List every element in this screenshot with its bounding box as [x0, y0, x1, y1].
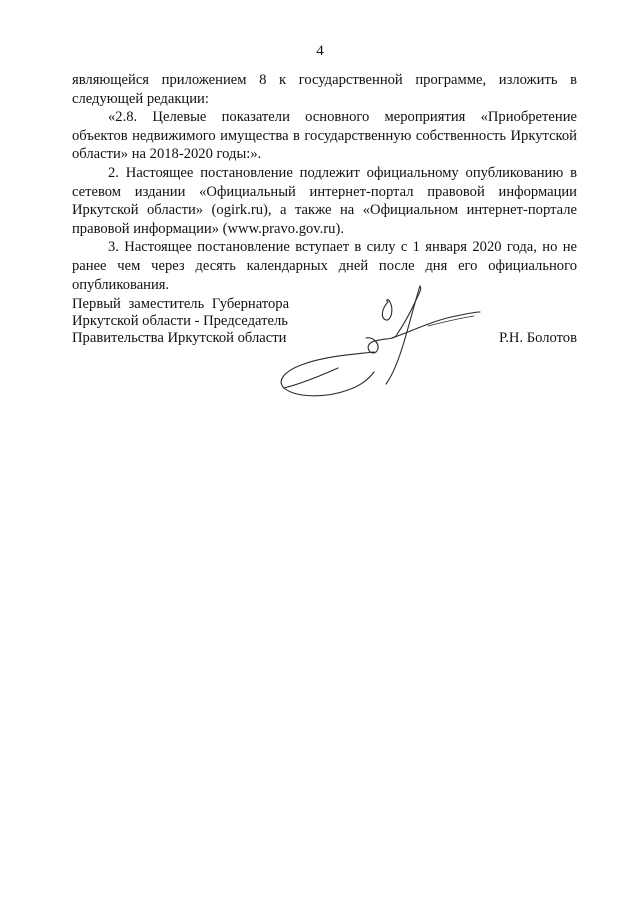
document-body — [72, 71, 577, 294]
signatory-title-line: Иркутской области - Председатель — [72, 313, 288, 329]
paragraph-section-2-8: «2.8. Целевые показатели основного мероприятия «Приобретение объектов недвижимого имущества в государственную собственность Иркутской области» на 2018-2020 годы:». — [72, 109, 577, 163]
paragraph-effective-date: 3. Настоящее постановление вступает в силу с 1 января 2020 года, но не ранее чем через десять календарных дней после дня его официального опубликования. — [72, 239, 577, 293]
page-number: 4 — [316, 43, 324, 59]
paragraph-continuation: являющейся приложением 8 к государственной программе, изложить в следующей редакции: — [72, 72, 577, 107]
signatory-name: Р.Н. Болотов — [498, 330, 577, 346]
signatory-title-line: Первый заместитель Губернатора — [72, 296, 290, 312]
signatory-title-line: Правительства Иркутской области — [72, 330, 287, 346]
handwritten-signature-icon — [270, 280, 490, 410]
paragraph-publication: 2. Настоящее постановление подлежит официальному опубликованию в сетевом издании «Официальный интернет-портал правовой информации Иркутской области» (ogirk.ru), а также на «Официальном интернет-портале правовой информации» (www.pravo.gov.ru). — [72, 164, 577, 237]
